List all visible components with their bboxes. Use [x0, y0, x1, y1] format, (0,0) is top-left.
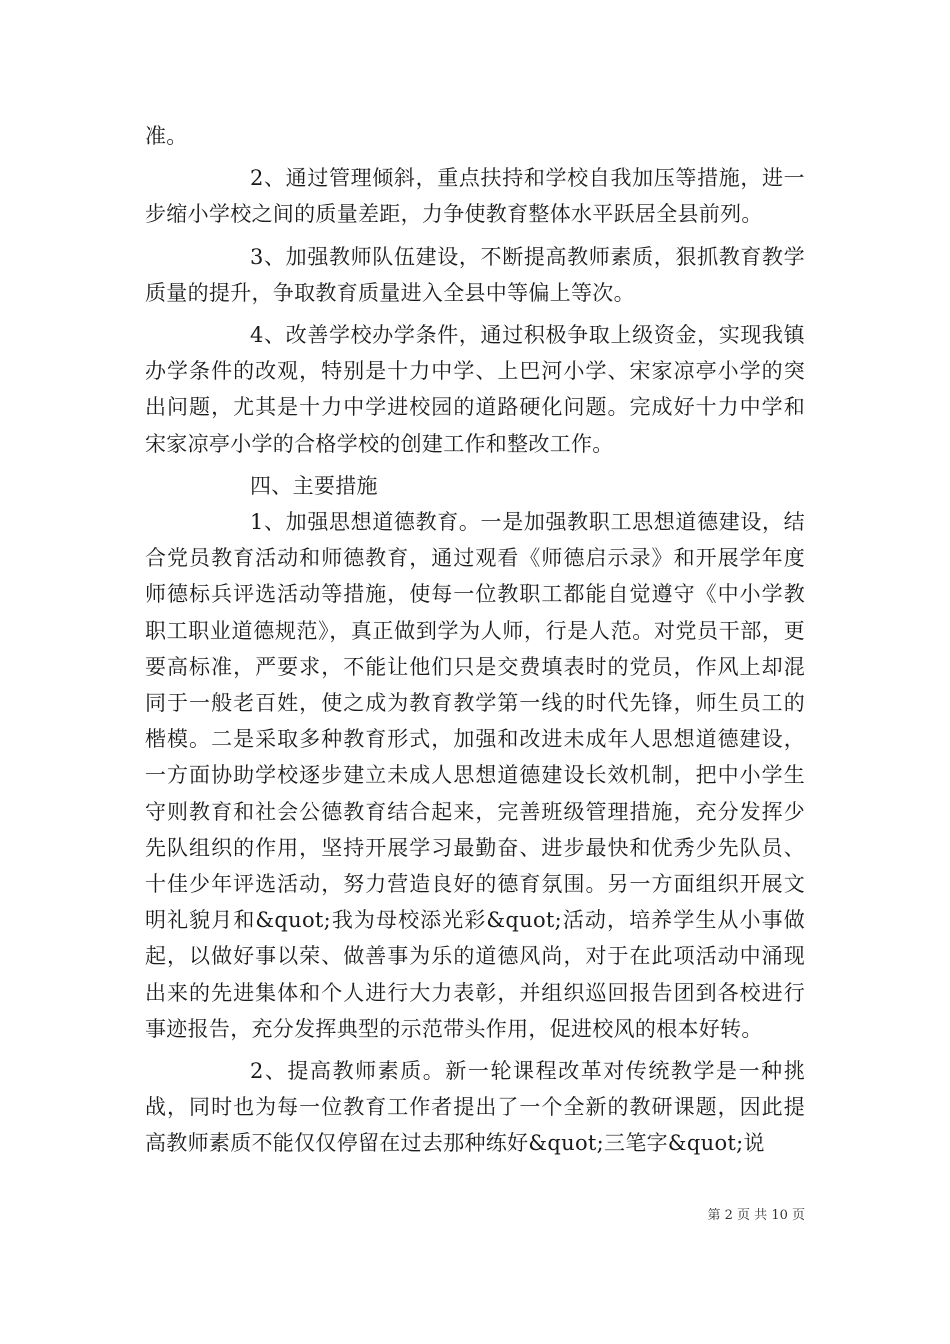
- paragraph-goal-4: 4、改善学校办学条件，通过积极争取上级资金，实现我镇办学条件的改观，特别是十力中学、上巴河小学、宋家凉亭小学的突出问题，尤其是十力中学进校园的道路硬化问题。完成好十力中学和宋家凉亭小学的合格学校的创建工作和整改工作。: [145, 323, 805, 456]
- section-heading-measures: 四、主要措施: [250, 473, 378, 498]
- document-body: [145, 118, 805, 1162]
- paragraph-measure-2: 2、提高教师素质。新一轮课程改革对传统教学是一种挑战，同时也为每一位教育工作者提出了一个全新的教研课题，因此提高教师素质不能仅仅停留在过去那种练好&quot;三笔字&quot;说: [145, 1059, 805, 1156]
- page-number-footer: 第 2 页 共 10 页: [707, 1208, 805, 1223]
- paragraph-continuation: 准。: [145, 124, 188, 148]
- paragraph-goal-2: 2、通过管理倾斜，重点扶持和学校自我加压等措施，进一步缩小学校之间的质量差距，力争使教育整体水平跃居全县前列。: [145, 166, 805, 227]
- paragraph-measure-1: 1、加强思想道德教育。一是加强教职工思想道德建设，结合党员教育活动和师德教育，通过观看《师德启示录》和开展学年度师德标兵评选活动等措施，使每一位教职工都能自觉遵守《中小学教职工职业道德规范》，真正做到学为人师，行是人范。对党员干部，更要高标准，严要求，不能让他们只是交费填表时的党员，作风上却混同于一般老百姓，使之成为教育教学第一线的时代先锋，师生员工的楷模。二是采取多种教育形式，加强和改进未成年人思想道德建设，一方面协助学校逐步建立未成人思想道德建设长效机制，把中小学生守则教育和社会公德教育结合起来，完善班级管理措施，充分发挥少先队组织的作用，坚持开展学习最勤奋、进步最快和优秀少先队员、十佳少年评选活动，努力营造良好的德育氛围。另一方面组织开展文明礼貌月和&quot;我为母校添光彩&quot;活动，培养学生从小事做起，以做好事以荣、做善事为乐的道德风尚，对于在此项活动中涌现出来的先进集体和个人进行大力表彰，并组织巡回报告团到各校进行事迹报告，充分发挥典型的示范带头作用，促进校风的根本好转。: [145, 510, 805, 1041]
- paragraph-goal-3: 3、加强教师队伍建设，不断提高教师素质，狠抓教育教学质量的提升，争取教育质量进入全县中等偏上等次。: [145, 244, 805, 305]
